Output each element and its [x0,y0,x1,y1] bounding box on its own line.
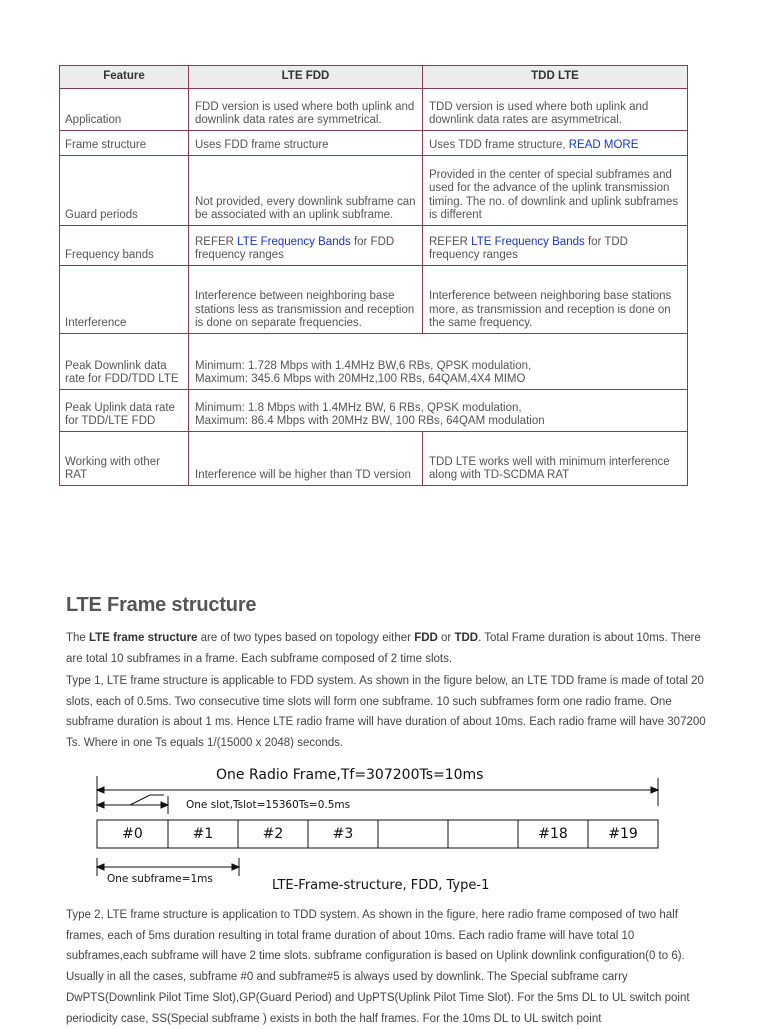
paragraph-intro [66,628,706,669]
bold-text: LTE frame structure [89,632,198,644]
merged-cell [189,334,688,390]
slot-label: One slot,Tslot=15360Ts=0.5ms [186,799,351,811]
tdd-suffix: for TDD frequency ranges [429,235,628,261]
tdd-prefix: REFER [429,235,472,248]
table-row [60,156,688,226]
feature-cell: Working with other RAT [60,432,189,486]
fdd-suffix: for FDD frequency ranges [195,235,395,261]
merged-line: Maximum: 345.6 Mbps with 20MHz,100 RBs, 64QAM,4X4 MIMO [195,372,526,385]
table-row [60,131,688,156]
feature-cell: Guard periods [60,156,189,226]
tdd-text: Uses TDD frame structure, [429,138,569,151]
slot-cell [378,820,448,848]
feature-cell: Frame structure [60,131,189,156]
lte-frequency-bands-link[interactable]: LTE Frequency Bands [237,235,351,248]
fdd-cell [189,226,423,266]
text: . Total Frame duration is about 10ms. There are total 10 subframes in a frame. Each subframe composed of 2 time slots. [66,632,701,665]
tdd-cell: TDD LTE works well with minimum interference along with TD-SCDMA RAT [423,432,688,486]
fdd-cell: Not provided, every downlink subframe can be associated with an uplink subframe. [189,156,423,226]
text: The [66,632,90,644]
header-tdd-lte: TDD LTE [423,66,688,89]
table-row [60,390,688,432]
lte-frequency-bands-link[interactable]: LTE Frequency Bands [471,235,585,248]
comparison-table [59,65,688,486]
section-title: LTE Frame structure [66,594,257,616]
slot-cell: #1 [192,826,214,842]
bold-text: TDD [454,632,479,644]
header-feature: Feature [60,66,189,89]
fdd-cell: FDD version is used where both uplink and downlink data rates are symmetrical. [189,89,423,131]
merged-line: Minimum: 1.728 Mbps with 1.4MHz BW,6 RBs, QPSK modulation, [195,359,532,372]
slot-cell: #18 [538,826,568,842]
bold-text: FDD [414,632,438,644]
text: or [437,632,455,644]
merged-line: Minimum: 1.8 Mbps with 1.4MHz BW, 6 RBs, QPSK modulation, [195,401,522,414]
figure-caption: LTE-Frame-structure, FDD, Type-1 [272,878,490,893]
slot-cell: #19 [608,826,638,842]
feature-cell: Frequency bands [60,226,189,266]
feature-cell: Application [60,89,189,131]
header-lte-fdd: LTE FDD [189,66,423,89]
paragraph-type2: Type 2, LTE frame structure is application to TDD system. As shown in the figure, here radio frame composed of two half frames, each of 5ms duration resulting in total frame duration of about 10ms. Each radio frame will have total 10 subframes,each subframe will have 2 time slots. subframe configuration is based on Uplink downlink configuration(0 to 6). Usually in all the cases, subframe #0 and subframe#5 is always used by downlink. The Special subframe carry DwPTS(Downlink Pilot Time Slot),GP(Guard Period) and UpPTS(Uplink Pilot Time Slot). For the 5ms DL to UL switch point periodicity case, SS(Special subframe ) exists in both the half frames. For the 10ms DL to UL switch point [66,909,690,1025]
lte-frame-structure-figure [90,762,670,897]
table-header-row [60,66,688,89]
tdd-cell [423,226,688,266]
radio-frame-label: One Radio Frame,Tf=307200Ts=10ms [216,767,484,783]
feature-cell: Interference [60,266,189,334]
text: are of two types based on topology either [197,632,415,644]
tdd-cell: Interference between neighboring base stations more, as transmission and reception is done on the same frequency. [423,266,688,334]
merged-line: Maximum: 86.4 Mbps with 20MHz BW, 100 RBs, 64QAM modulation [195,414,545,427]
slot-cell: #0 [122,826,143,842]
tdd-cell: Provided in the center of special subframes and used for the advance of the uplink transmission timing. The no. of downlink and uplink subframes is different [423,156,688,226]
fdd-cell: Uses FDD frame structure [189,131,423,156]
paragraph-type1: Type 1, LTE frame structure is applicable to FDD system. As shown in the figure below, an LTE TDD frame is made of total 20 slots, each of 0.5ms. Two consecutive time slots will form one subframe. 10 such subframes form one radio frame. One subframe duration is about 1 ms. Hence LTE radio frame will have duration of about 10ms. Each radio frame will have 307200 Ts. Where in one Ts equals 1/(15000 x 2048) seconds. [66,675,706,750]
tdd-cell [423,131,688,156]
read-more-link[interactable]: READ MORE [568,138,639,151]
slot-cell: #2 [262,826,284,842]
subframe-label: One subframe=1ms [107,873,213,885]
feature-cell: Peak Uplink data rate for TDD/LTE FDD [60,390,189,432]
tdd-cell: TDD version is used where both uplink and downlink data rates are asymmetrical. [423,89,688,131]
fdd-prefix: REFER [195,235,238,248]
table-row [60,89,688,131]
table-row [60,432,688,486]
table-row [60,334,688,390]
slot-cell [448,820,518,848]
merged-cell [189,390,688,432]
table-row [60,266,688,334]
fdd-cell: Interference will be higher than TD version [189,432,423,486]
feature-cell: Peak Downlink data rate for FDD/TDD LTE [60,334,189,390]
fdd-cell: Interference between neighboring base stations less as transmission and reception is done on separate frequencies. [189,266,423,334]
slot-cell: #3 [332,826,354,842]
table-row [60,226,688,266]
